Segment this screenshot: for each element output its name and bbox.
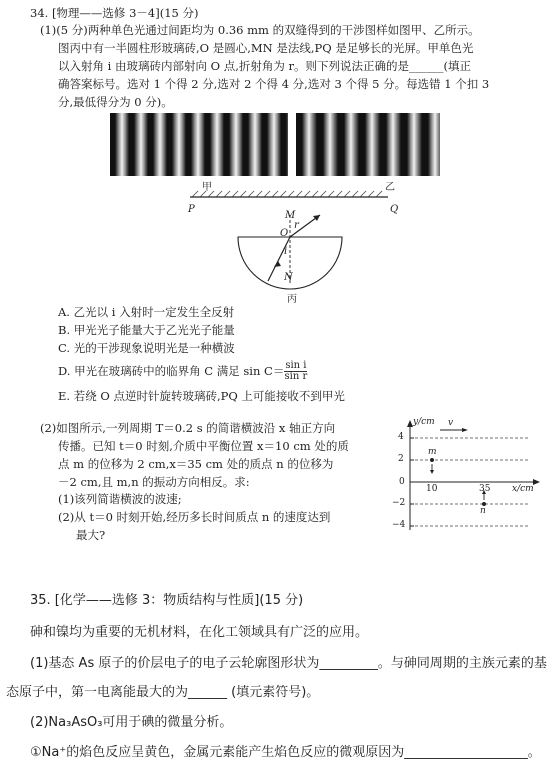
wave-graph bbox=[396, 418, 546, 538]
label-o: O bbox=[280, 228, 289, 239]
incident-ray-arrow bbox=[274, 261, 281, 267]
q34-part2-line-5: (1)该列简谐横波的波速; bbox=[58, 492, 182, 506]
label-n: N bbox=[284, 272, 293, 283]
point-m-arrow bbox=[430, 470, 434, 474]
q34-part1-line-1: (1)(5 分)两种单色光通过间距均为 0.36 mm 的双缝得到的干涉图样如图甲、乙所示。 bbox=[40, 23, 480, 37]
wave-velocity-label: v bbox=[448, 418, 454, 428]
label-p: P bbox=[188, 204, 195, 215]
q34-part1-line-5: 分,最低得分为 0 分)。 bbox=[58, 95, 173, 109]
point-m bbox=[430, 458, 434, 462]
wave-ytick-neg4: −4 bbox=[392, 520, 406, 530]
wave-ytick-neg2: −2 bbox=[392, 498, 406, 508]
q34-part2-line-4: －2 cm,且 m,n 的振动方向相反。求: bbox=[58, 475, 250, 489]
interference-pattern-jia bbox=[110, 113, 288, 176]
option-d-denominator: sin r bbox=[284, 370, 308, 382]
wave-xlabel: x/cm bbox=[512, 484, 534, 494]
q34-part1-line-3: 以入射角 i 由玻璃砖内部射向 O 点,折射角为 r。则下列说法正确的是______(填正 bbox=[58, 59, 472, 73]
option-c: C. 光的干涉现象说明光是一种横波 bbox=[58, 341, 235, 355]
q34-part1-line-2: 图丙中有一半圆柱形玻璃砖,O 是圆心,MN 是法线,PQ 是足够长的光屏。甲单色光 bbox=[58, 41, 474, 55]
q35-q2-line2: ①Na⁺的焰色反应呈黄色，金属元素能产生焰色反应的微观原因为___________________。 bbox=[30, 745, 541, 760]
wave-point-m-label: m bbox=[428, 447, 437, 457]
option-d bbox=[58, 357, 307, 385]
option-d-fraction bbox=[284, 361, 307, 382]
q35-q1-line1: (1)基态 As 原子的价层电子的电子云轮廓图形状为_________。与砷同周期的主族元素的基 bbox=[30, 656, 547, 671]
wave-xtick-10: 10 bbox=[426, 484, 438, 494]
option-a: A. 乙光以 i 入射时一定发生全反射 bbox=[58, 305, 235, 319]
label-i: i bbox=[284, 246, 288, 257]
q35-q1-line2: 态原子中，第一电离能最大的为______ (填元素符号)。 bbox=[6, 685, 320, 700]
wave-ylabel: y/cm bbox=[413, 417, 435, 427]
label-bing: 丙 bbox=[287, 294, 297, 305]
q35-header: 35. [化学——选修 3：物质结构与性质](15 分) bbox=[30, 593, 304, 608]
q34-header: 34. [物理——选修 3－4](15 分) bbox=[30, 6, 199, 20]
wave-ytick-2: 2 bbox=[398, 454, 404, 464]
option-d-text: D. 甲光在玻璃砖中的临界角 C 满足 sin C＝ bbox=[58, 364, 285, 378]
label-jia: 甲 bbox=[202, 182, 212, 193]
q34-part2-line-7: 最大? bbox=[76, 528, 106, 542]
q35-q2-line1: (2)Na₃AsO₃可用于碘的微量分析。 bbox=[30, 715, 233, 730]
x-axis-arrow bbox=[533, 479, 540, 485]
label-q: Q bbox=[390, 204, 399, 215]
option-e: E. 若绕 O 点逆时针旋转玻璃砖,PQ 上可能接收不到甲光 bbox=[58, 389, 345, 403]
q34-part2-line-3: 点 m 的位移为 2 cm,x＝35 cm 处的质点 n 的位移为 bbox=[58, 457, 334, 471]
screen-hatching bbox=[192, 191, 382, 197]
option-d-numerator: sin i bbox=[285, 359, 307, 371]
glass-brick-diagram bbox=[170, 185, 420, 300]
q34-part2-line-2: 传播。已知 t＝0 时刻,介质中平衡位置 x＝10 cm 处的质 bbox=[58, 439, 349, 453]
wave-xtick-35: 35 bbox=[479, 484, 491, 494]
q34-part2-line-1: (2)如图所示,一列周期 T＝0.2 s 的简谐横波沿 x 轴正方向 bbox=[40, 421, 336, 435]
wave-point-n-label: n bbox=[480, 506, 486, 516]
interference-pattern-yi bbox=[296, 113, 440, 176]
label-yi: 乙 bbox=[385, 182, 395, 193]
label-m: M bbox=[285, 210, 296, 221]
option-b: B. 甲光光子能量大于乙光光子能量 bbox=[58, 323, 235, 337]
label-r: r bbox=[294, 220, 299, 231]
q34-part1-line-4: 确答案标号。选对 1 个得 2 分,选对 2 个得 4 分,选对 3 个得 5 分。每选错 1 个扣 3 bbox=[58, 77, 490, 91]
q35-intro: 砷和镍均为重要的无机材料，在化工领域具有广泛的应用。 bbox=[30, 625, 369, 640]
q34-part2-line-6: (2)从 t＝0 时刻开始,经历多长时间质点 n 的速度达到 bbox=[58, 510, 331, 524]
wave-origin: 0 bbox=[399, 477, 405, 487]
wave-ytick-4: 4 bbox=[398, 432, 404, 442]
